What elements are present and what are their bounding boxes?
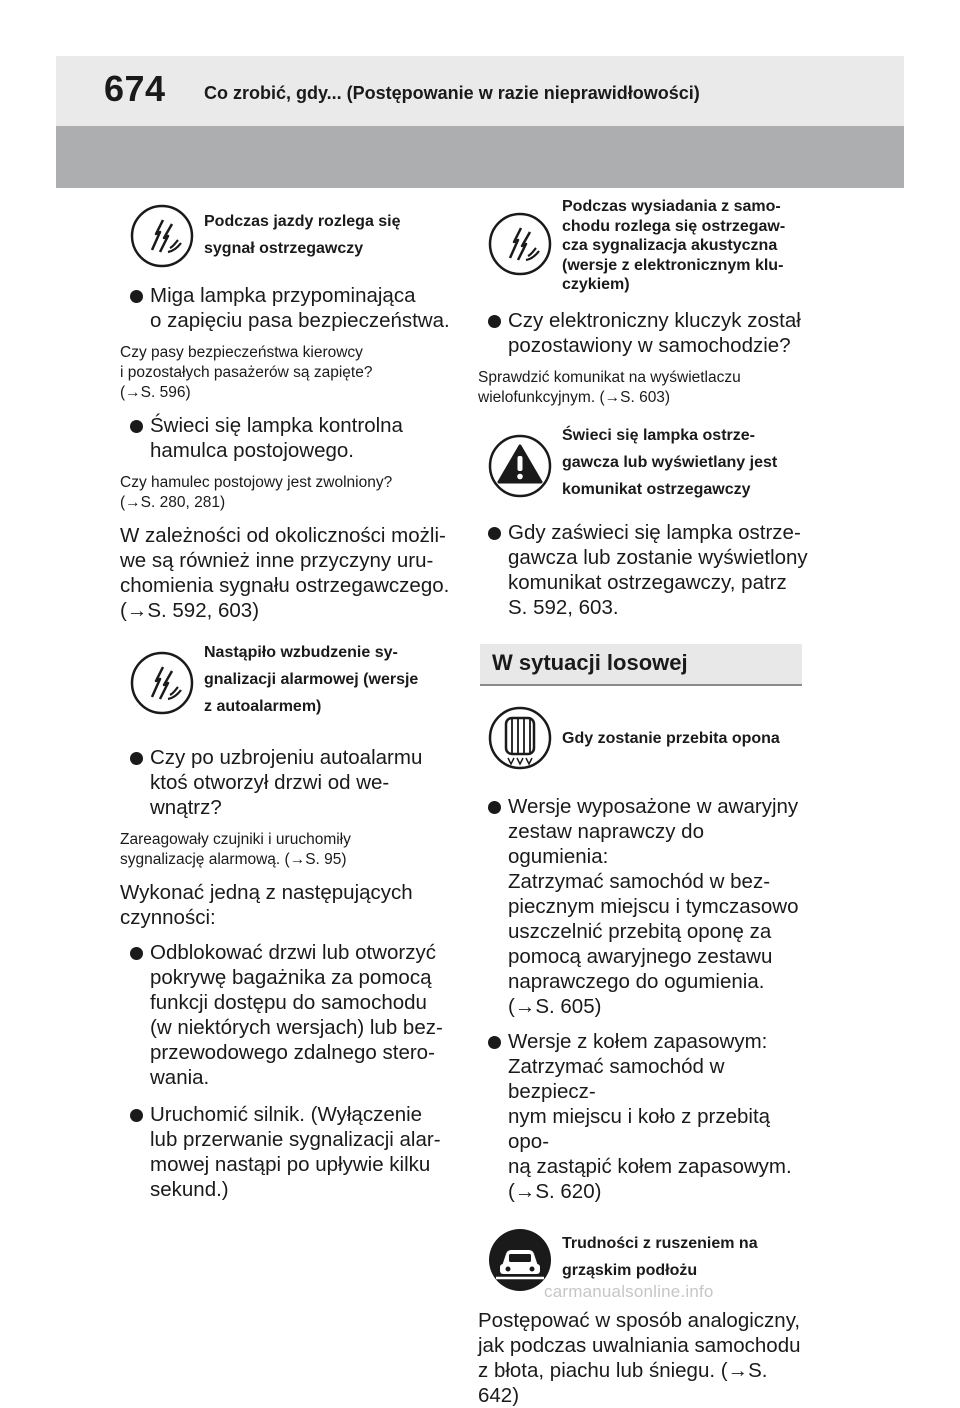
alarm-sound-icon (488, 212, 552, 276)
paragraph-line: czynności: (120, 906, 216, 929)
bullet-dot (130, 752, 143, 765)
bullet-intrusion (120, 745, 460, 820)
bullet-parking-brake (120, 413, 460, 463)
note-seatbelt (120, 343, 460, 403)
bullet-line: (→S. 620) (508, 1180, 602, 1203)
bullet-warning (478, 520, 808, 620)
symbol-caption (562, 1230, 758, 1284)
paragraph-line: Postępować w sposób analogiczny, (478, 1309, 801, 1332)
bullet-line: Miga lampka przypominająca (150, 284, 416, 307)
alarm-driving-heading (120, 188, 460, 272)
warning-heading (478, 416, 808, 512)
bullet-line: komunikat ostrzegawczy, patrz (508, 571, 787, 594)
paragraph-line: W zależności od okoliczności możli- (120, 524, 446, 547)
page-number: 674 (104, 68, 166, 109)
caption-line: grząskim podłożu (562, 1262, 698, 1279)
bullet-line: uszczelnić przebitą oponę za (508, 920, 772, 943)
alarm-exit-heading (478, 188, 808, 300)
page-header (56, 56, 904, 126)
bullet-seatbelt (120, 283, 460, 333)
bullet-line: lub przerwanie sygnalizacji alar- (150, 1128, 441, 1151)
paragraph-line: chomienia sygnału ostrzegawczego. (120, 574, 450, 597)
note-parking-brake (120, 473, 460, 513)
note-line: (→S. 596) (120, 384, 191, 401)
note-line: Zareagowały czujniki i uruchomiły (120, 831, 351, 848)
bullet-dot (130, 420, 143, 433)
note-line: Sprawdzić komunikat na wyświetlaczu (478, 369, 741, 386)
left-column (120, 188, 460, 1202)
bullet-line: piecznym miejscu i tymczasowo (508, 895, 799, 918)
bullet-line: pozostawiony w samochodzie? (508, 334, 791, 357)
bullet-line: Gdy zaświeci się lampka ostrze- (508, 521, 801, 544)
caption-line: komunikat ostrzegawczy (562, 481, 751, 498)
section-heading (480, 644, 802, 686)
symbol-caption (204, 208, 401, 262)
paragraph-actions (120, 880, 460, 930)
paragraph-line: we są również inne przyczyny uru- (120, 549, 434, 572)
caption-line: Podczas jazdy rozlega się (204, 213, 401, 230)
bullet-dot (130, 947, 143, 960)
bullet-dot (488, 315, 501, 328)
flat-tire-icon (488, 706, 552, 770)
symbol-caption (562, 422, 777, 503)
bullet-line: mowej nastąpi po upływie kilku (150, 1153, 431, 1176)
bullet-line: ktoś otworzył drzwi od we- (150, 771, 390, 794)
note-line: Czy pasy bezpieczeństwa kierowcy (120, 344, 363, 361)
caption-line: Podczas wysiadania z samo- (562, 198, 781, 215)
bullet-start-engine (120, 1102, 460, 1202)
bullet-line: funkcji dostępu do samochodu (150, 991, 427, 1014)
bullet-line: Wersje z kołem zapasowym: (508, 1030, 768, 1053)
alarm-sound-icon (130, 651, 194, 715)
paragraph-line: (→S. 592, 603) (120, 599, 260, 622)
caption-line: (wersje z elektronicznym klu- (562, 256, 784, 274)
paragraph-other-causes (120, 523, 460, 623)
bullet-line: Czy po uzbrojeniu autoalarmu (150, 746, 423, 769)
car-stuck-icon (488, 1228, 552, 1292)
symbol-caption (204, 639, 418, 720)
bullet-line: przewodowego zdalnego stero- (150, 1041, 435, 1064)
note-line: (→S. 280, 281) (120, 494, 226, 511)
bullet-line: pokrywę bagażnika za pomocą (150, 966, 432, 989)
paragraph-line: z błota, piachu lub śniegu. (→S. 642) (478, 1359, 768, 1407)
bullet-line: Zatrzymać samochód w bezpiecz- (508, 1055, 725, 1103)
note-line: Czy hamulec postojowy jest zwolniony? (120, 474, 393, 491)
caption-line: z autoalarmem) (204, 698, 322, 715)
watermark: carmanualsonline.info (544, 1282, 714, 1301)
bullet-line: ną zastąpić kołem zapasowym. (508, 1155, 792, 1178)
bullet-line: wania. (150, 1066, 210, 1089)
symbol-caption (562, 725, 780, 752)
bullet-key (478, 308, 808, 358)
bullet-line: gawcza lub zostanie wyświetlony (508, 546, 808, 569)
chapter-title: Co zrobić, gdy... (Postępowanie w razie nieprawidłowości) (204, 83, 700, 103)
bullet-line: Świeci się lampka kontrolna (150, 414, 403, 437)
bullet-dot (488, 527, 501, 540)
right-column (478, 188, 808, 1408)
bullet-unlock (120, 940, 460, 1090)
bullet-line: Czy elektroniczny kluczyk został (508, 309, 801, 332)
bullet-spare-wheel (478, 1029, 808, 1204)
caption-line: chodu rozlega się ostrzegaw- (562, 217, 786, 235)
warning-exclamation-icon (488, 434, 552, 498)
bullet-dot (130, 290, 143, 303)
caption-line: Gdy zostanie przebita opona (562, 730, 780, 747)
bullet-line: S. 592, 603. (508, 596, 619, 619)
flat-tire-heading (478, 686, 808, 782)
bullet-repair-kit (478, 794, 808, 1019)
caption-line: gawcza lub wyświetlany jest (562, 454, 778, 471)
note-line: i pozostałych pasażerów są zapięte? (120, 364, 373, 381)
bullet-line: sekund.) (150, 1178, 229, 1201)
paragraph-line: Wykonać jedną z następujących (120, 881, 413, 904)
section-title: W sytuacji losowej (492, 650, 688, 675)
bullet-line: (→S. 605) (508, 995, 602, 1018)
bullet-line: (w niektórych wersjach) lub bez- (150, 1016, 443, 1039)
bullet-line: Wersje wyposażone w awaryjny (508, 795, 799, 818)
bullet-dot (130, 1109, 143, 1122)
bullet-line: nym miejscu i koło z przebitą opo- (508, 1105, 771, 1153)
note-line: sygnalizację alarmową. (→S. 95) (120, 851, 347, 868)
paragraph-line: jak podczas uwalniania samochodu (478, 1334, 801, 1357)
bullet-line: Odblokować drzwi lub otworzyć (150, 941, 436, 964)
bullet-line: zestaw naprawczy do ogumienia: (508, 820, 704, 868)
bullet-line: Zatrzymać samochód w bez- (508, 870, 771, 893)
caption-line: Trudności z ruszeniem na (562, 1235, 758, 1252)
header-band (56, 126, 904, 188)
bullet-line: pomocą awaryjnego zestawu (508, 945, 773, 968)
caption-line: sygnał ostrzegawczy (204, 240, 364, 257)
alarm-triggered-heading (120, 633, 460, 733)
alarm-sound-icon (130, 204, 194, 268)
paragraph-stuck (478, 1308, 808, 1408)
symbol-caption (562, 197, 785, 295)
note-intrusion (120, 830, 460, 870)
caption-line: gnalizacji alarmowej (wersje (204, 671, 419, 688)
bullet-line: hamulca postojowego. (150, 439, 354, 462)
caption-line: Nastąpiło wzbudzenie sy- (204, 644, 398, 661)
note-line: wielofunkcyjnym. (→S. 603) (478, 389, 671, 406)
bullet-line: o zapięciu pasa bezpieczeństwa. (150, 309, 450, 332)
bullet-dot (488, 801, 501, 814)
bullet-dot (488, 1036, 501, 1049)
caption-line: czykiem) (562, 276, 630, 293)
caption-line: cza sygnalizacja akustyczna (562, 237, 778, 254)
bullet-line: Uruchomić silnik. (Wyłączenie (150, 1103, 423, 1126)
note-key (478, 368, 808, 408)
bullet-line: naprawczego do ogumienia. (508, 970, 765, 993)
bullet-line: wnątrz? (150, 796, 222, 819)
caption-line: Świeci się lampka ostrze- (562, 427, 755, 444)
